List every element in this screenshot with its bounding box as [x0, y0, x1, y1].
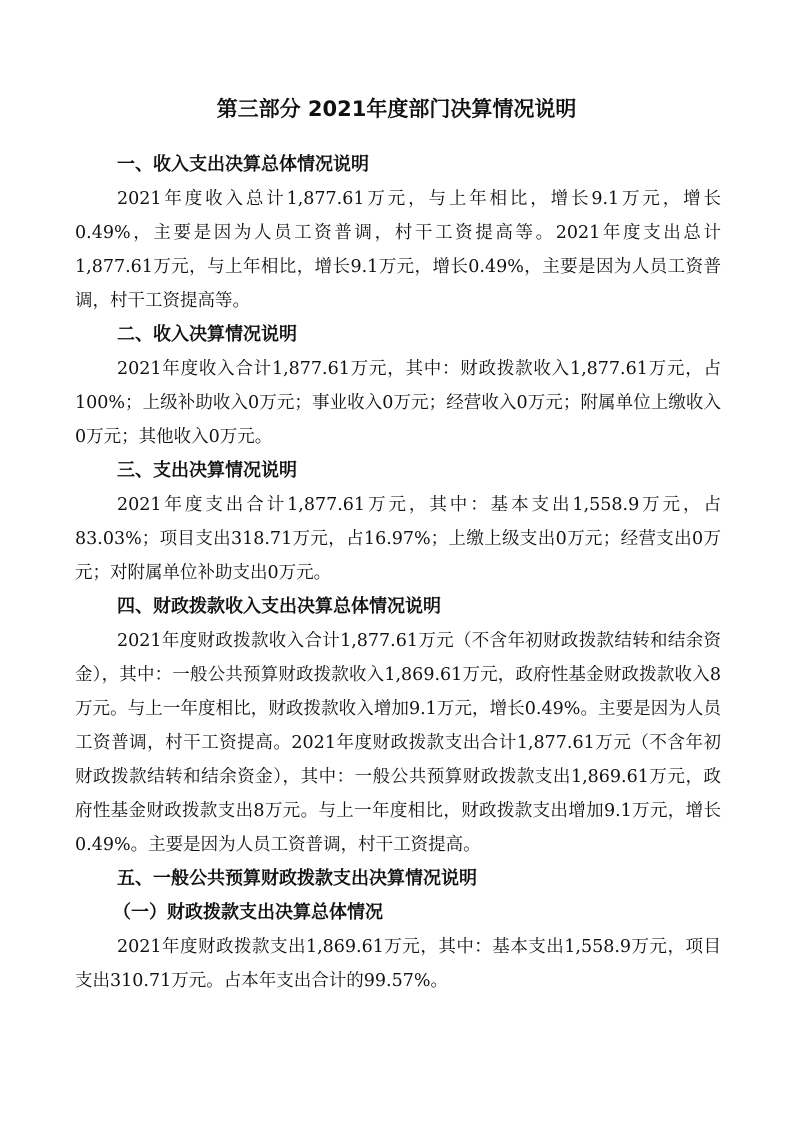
page-title: 第三部分 2021年度部门决算情况说明 [216, 97, 577, 121]
section-heading-4: 四、财政拨款收入支出决算总体情况说明 [117, 596, 441, 617]
subsection-body-5-1: 2021年度财政拨款支出1,869.61万元，其中：基本支出1,558.9万元，项目支出310.71万元。占本年支出合计的99.57%。 [75, 937, 721, 991]
subsection-heading-5-1: （一）财政拨款支出决算总体情况 [113, 902, 383, 923]
section-heading-5: 五、一般公共预算财政拨款支出决算情况说明 [117, 868, 477, 889]
document-body [75, 148, 721, 998]
section-body-2: 2021年度收入合计1,877.61万元，其中：财政拨款收入1,877.61万元，占100%；上级补助收入0万元；事业收入0万元；经营收入0万元；附属单位上缴收入0万元；其他收入0万元。 [75, 359, 721, 447]
section-body-4: 2021年度财政拨款收入合计1,877.61万元（不含年初财政拨款结转和结余资金），其中：一般公共预算财政拨款收入1,869.61万元，政府性基金财政拨款收入8万元。与上一年度相比，财政拨款收入增加9.1万元，增长0.49%。主要是因为人员工资普调，村干工资提高。2021年度财政拨款支出合计1,877.61万元（不含年初财政拨款结转和结余资金），其中：一般公共预算财政拨款支出1,869.61万元，政府性基金财政拨款支出8万元。与上一年度相比，财政拨款支出增加9.1万元，增长0.49%。主要是因为人员工资普调，村干工资提高。 [75, 631, 721, 855]
section-heading-2: 二、收入决算情况说明 [117, 324, 297, 345]
section-heading-3: 三、支出决算情况说明 [117, 460, 297, 481]
section-body-3: 2021年度支出合计1,877.61万元，其中：基本支出1,558.9万元，占83.03%；项目支出318.71万元，占16.97%；上缴上级支出0万元；经营支出0万元；对附属单位补助支出0万元。 [75, 495, 721, 583]
section-body-1: 2021年度收入总计1,877.61万元，与上年相比，增长9.1万元，增长0.49%，主要是因为人员工资普调，村干工资提高等。2021年度支出总计1,877.61万元，与上年相比，增长9.1万元，增长0.49%，主要是因为人员工资普调，村干工资提高等。 [75, 189, 721, 311]
section-heading-1: 一、收入支出决算总体情况说明 [117, 154, 369, 175]
